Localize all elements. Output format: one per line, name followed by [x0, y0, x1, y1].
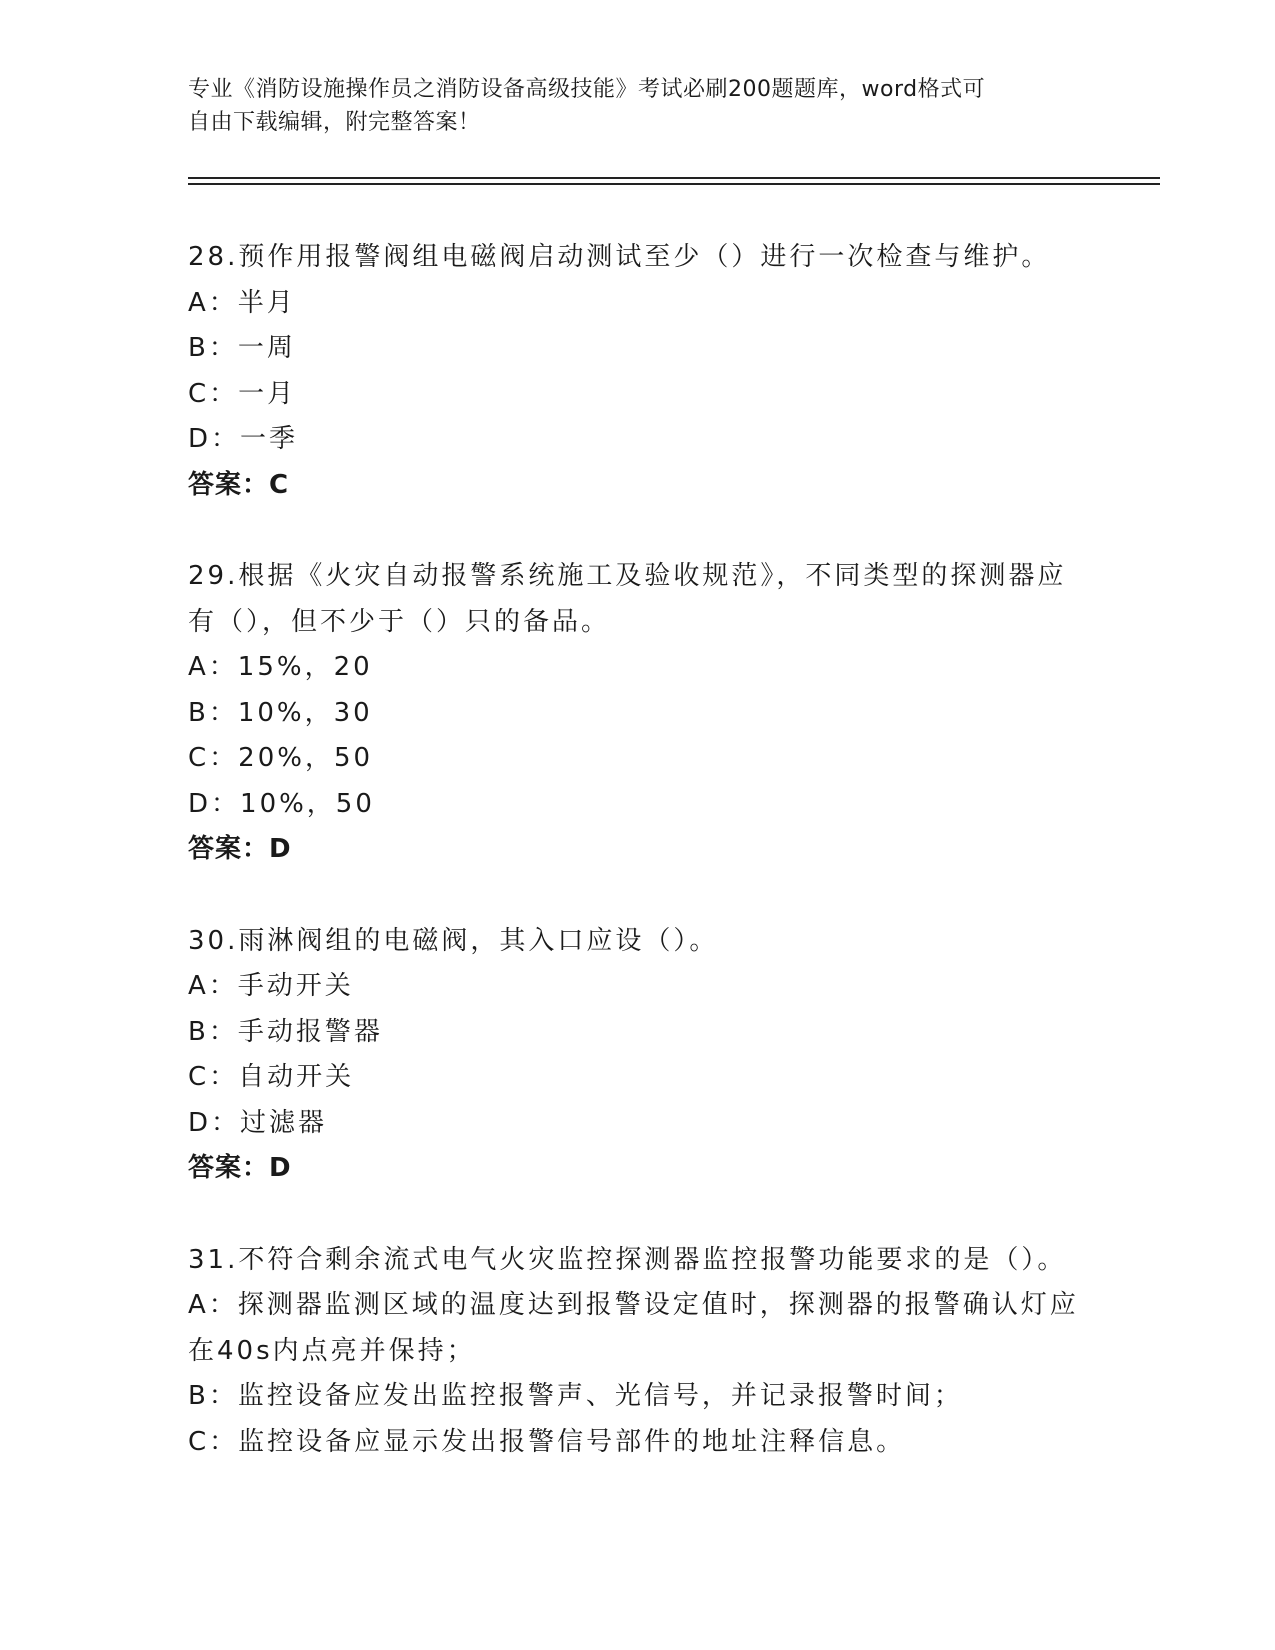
option-a: A：手动开关 [188, 971, 354, 1001]
header-divider-top [188, 177, 1160, 179]
question-stem: 30.雨淋阀组的电磁阀，其入口应设（）。 [188, 925, 719, 956]
option-d: D：过滤器 [188, 1107, 328, 1138]
answer: 答案：D [188, 834, 292, 864]
option-a: A：探测器监测区域的温度达到报警设定值时，探测器的报警确认灯应 [188, 1290, 1079, 1320]
option-b: B：监控设备应发出监控报警声、光信号，并记录报警时间； [188, 1381, 963, 1411]
answer: 答案：D [188, 1153, 292, 1183]
answer: 答案：C [188, 469, 290, 500]
option-b: B：手动报警器 [188, 1016, 383, 1047]
question-31 [188, 1238, 1088, 1466]
option-d: D：10%，50 [188, 788, 375, 819]
option-c: C：20%，50 [188, 743, 374, 773]
option-c: C：一月 [188, 378, 297, 409]
option-a: A：15%，20 [188, 652, 373, 682]
option-c: C：自动开关 [188, 1062, 355, 1092]
question-stem: 29.根据《火灾自动报警系统施工及验收规范》，不同类型的探测器应 [188, 561, 1067, 591]
question-30 [188, 919, 1088, 1192]
question-stem: 31.不符合剩余流式电气火灾监控探测器监控报警功能要求的是（）。 [188, 1244, 1067, 1275]
option-d: D：一季 [188, 424, 299, 454]
question-list [188, 235, 1088, 1511]
question-stem-continued: 有（），但不少于（）只的备品。 [188, 606, 611, 637]
question-stem: 28.预作用报警阀组电磁阀启动测试至少（）进行一次检查与维护。 [188, 242, 1051, 272]
header-line-2: 自由下载编辑，附完整答案！ [188, 110, 481, 135]
header-line-1: 专业《消防设施操作员之消防设备高级技能》考试必刷200题题库，word格式可 [188, 77, 986, 102]
option-b: B：10%，30 [188, 697, 373, 728]
option-b: B：一周 [188, 333, 296, 363]
question-28 [188, 235, 1088, 508]
option-a: A：半月 [188, 287, 296, 318]
option-c: C：监控设备应显示发出报警信号部件的地址注释信息。 [188, 1426, 906, 1457]
option-a-continued: 在40s内点亮并保持； [188, 1335, 476, 1366]
question-29 [188, 554, 1088, 873]
document-header [188, 73, 1088, 139]
header-divider-bottom [188, 183, 1160, 185]
